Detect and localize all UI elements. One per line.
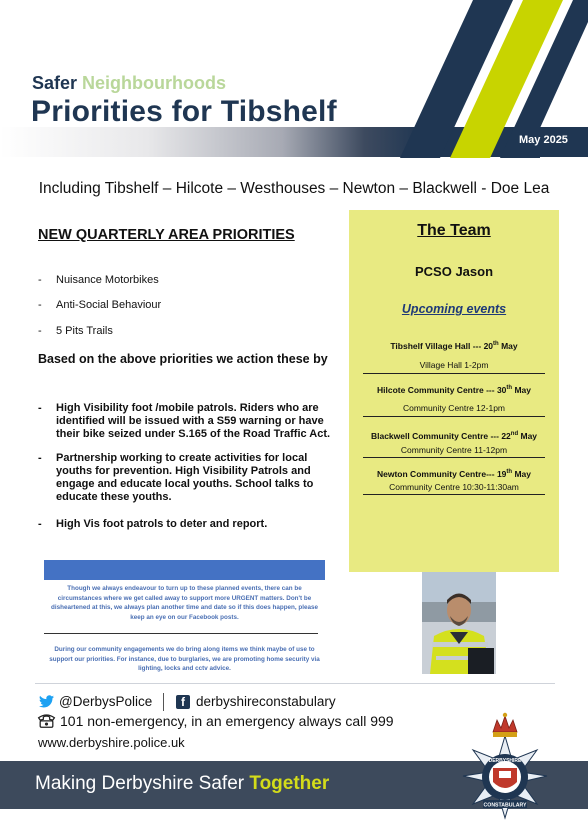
event-divider (363, 494, 545, 495)
notice-banner (44, 560, 325, 580)
twitter-handle[interactable]: @DerbysPolice (59, 694, 153, 709)
telephone-icon (37, 713, 56, 728)
action-item: - High Vis foot patrols to deter and report. (38, 518, 268, 530)
issue-date: May 2025 (519, 134, 568, 146)
event-time: Village Hall 1-2pm (419, 360, 489, 370)
officer-photo (422, 572, 496, 674)
social-separator (163, 693, 164, 711)
event-divider (363, 457, 545, 458)
event-time: Community Centre 12-1pm (402, 403, 506, 413)
areas-covered: Including Tibshelf – Hilcote – Westhouses – Newton – Blackwell - Doe Lea (38, 180, 550, 197)
phone-info: 101 non-emergency, in an emergency always call 999 (60, 713, 394, 729)
priority-item: - Anti-Social Behaviour (38, 299, 162, 311)
action-item: - Partnership working to create activities for local youths for prevention. High Visibility Patrols and engage and educate local youths. School talks to educate these youths. (38, 452, 314, 503)
notice-paragraph: During our community engagements we do bring along items we think maybe of use to support our priorities. For instance, due to burglaries, we are promoting home security via lighting, locks and cctv advice. (49, 646, 320, 672)
footer-divider (35, 683, 555, 684)
priorities-heading: NEW QUARTERLY AREA PRIORITIES (38, 227, 295, 243)
event-name: Tibshelf Village Hall --- 20th May (390, 341, 518, 351)
notice-divider (44, 633, 318, 634)
facebook-icon: f (176, 695, 190, 709)
event-time: Community Centre 11-12pm (400, 445, 508, 455)
facebook-page[interactable]: derbyshireconstabulary (196, 694, 336, 709)
events-heading: Upcoming events (401, 302, 507, 316)
actions-intro: Based on the above priorities we action these by (38, 352, 328, 366)
event-time: Community Centre 10:30-11:30am (389, 482, 519, 492)
police-crest-logo (455, 708, 555, 834)
event-divider (363, 416, 545, 417)
svg-text:DERBYSHIRE: DERBYSHIRE (488, 758, 522, 764)
team-title: The Team (417, 222, 491, 239)
slogan: Making Derbyshire Safer Together (35, 773, 330, 794)
action-item: - High Visibility foot /mobile patrols. Riders who are identified will be issued with a S59 warning or have their bike seized under S.165 of the Road Traffic Act. (38, 402, 331, 440)
notice-paragraph: Though we always endeavour to turn up to these planned events, there can be circumstances where we get called away to support more URGENT matters. Don't be disheartened at this, we always plan another time and date so if this does happen, please keep an eye on our Facebook posts. (51, 585, 318, 621)
svg-text:CONSTABULARY: CONSTABULARY (483, 802, 527, 809)
priority-item: - 5 Pits Trails (38, 325, 113, 337)
page-title: Priorities for Tibshelf (31, 95, 337, 128)
officer-name: PCSO Jason (414, 264, 494, 279)
event-name: Hilcote Community Centre --- 30th May (377, 385, 531, 395)
event-name: Newton Community Centre--- 19th May (377, 469, 531, 479)
priority-item: - Nuisance Motorbikes (38, 274, 159, 286)
event-divider (363, 373, 545, 374)
website-link[interactable]: www.derbyshire.police.uk (38, 735, 185, 750)
twitter-bird-icon (39, 695, 54, 708)
header-subtitle: Safer Neighbourhoods (32, 73, 227, 93)
event-name: Blackwell Community Centre --- 22nd May (370, 431, 538, 441)
